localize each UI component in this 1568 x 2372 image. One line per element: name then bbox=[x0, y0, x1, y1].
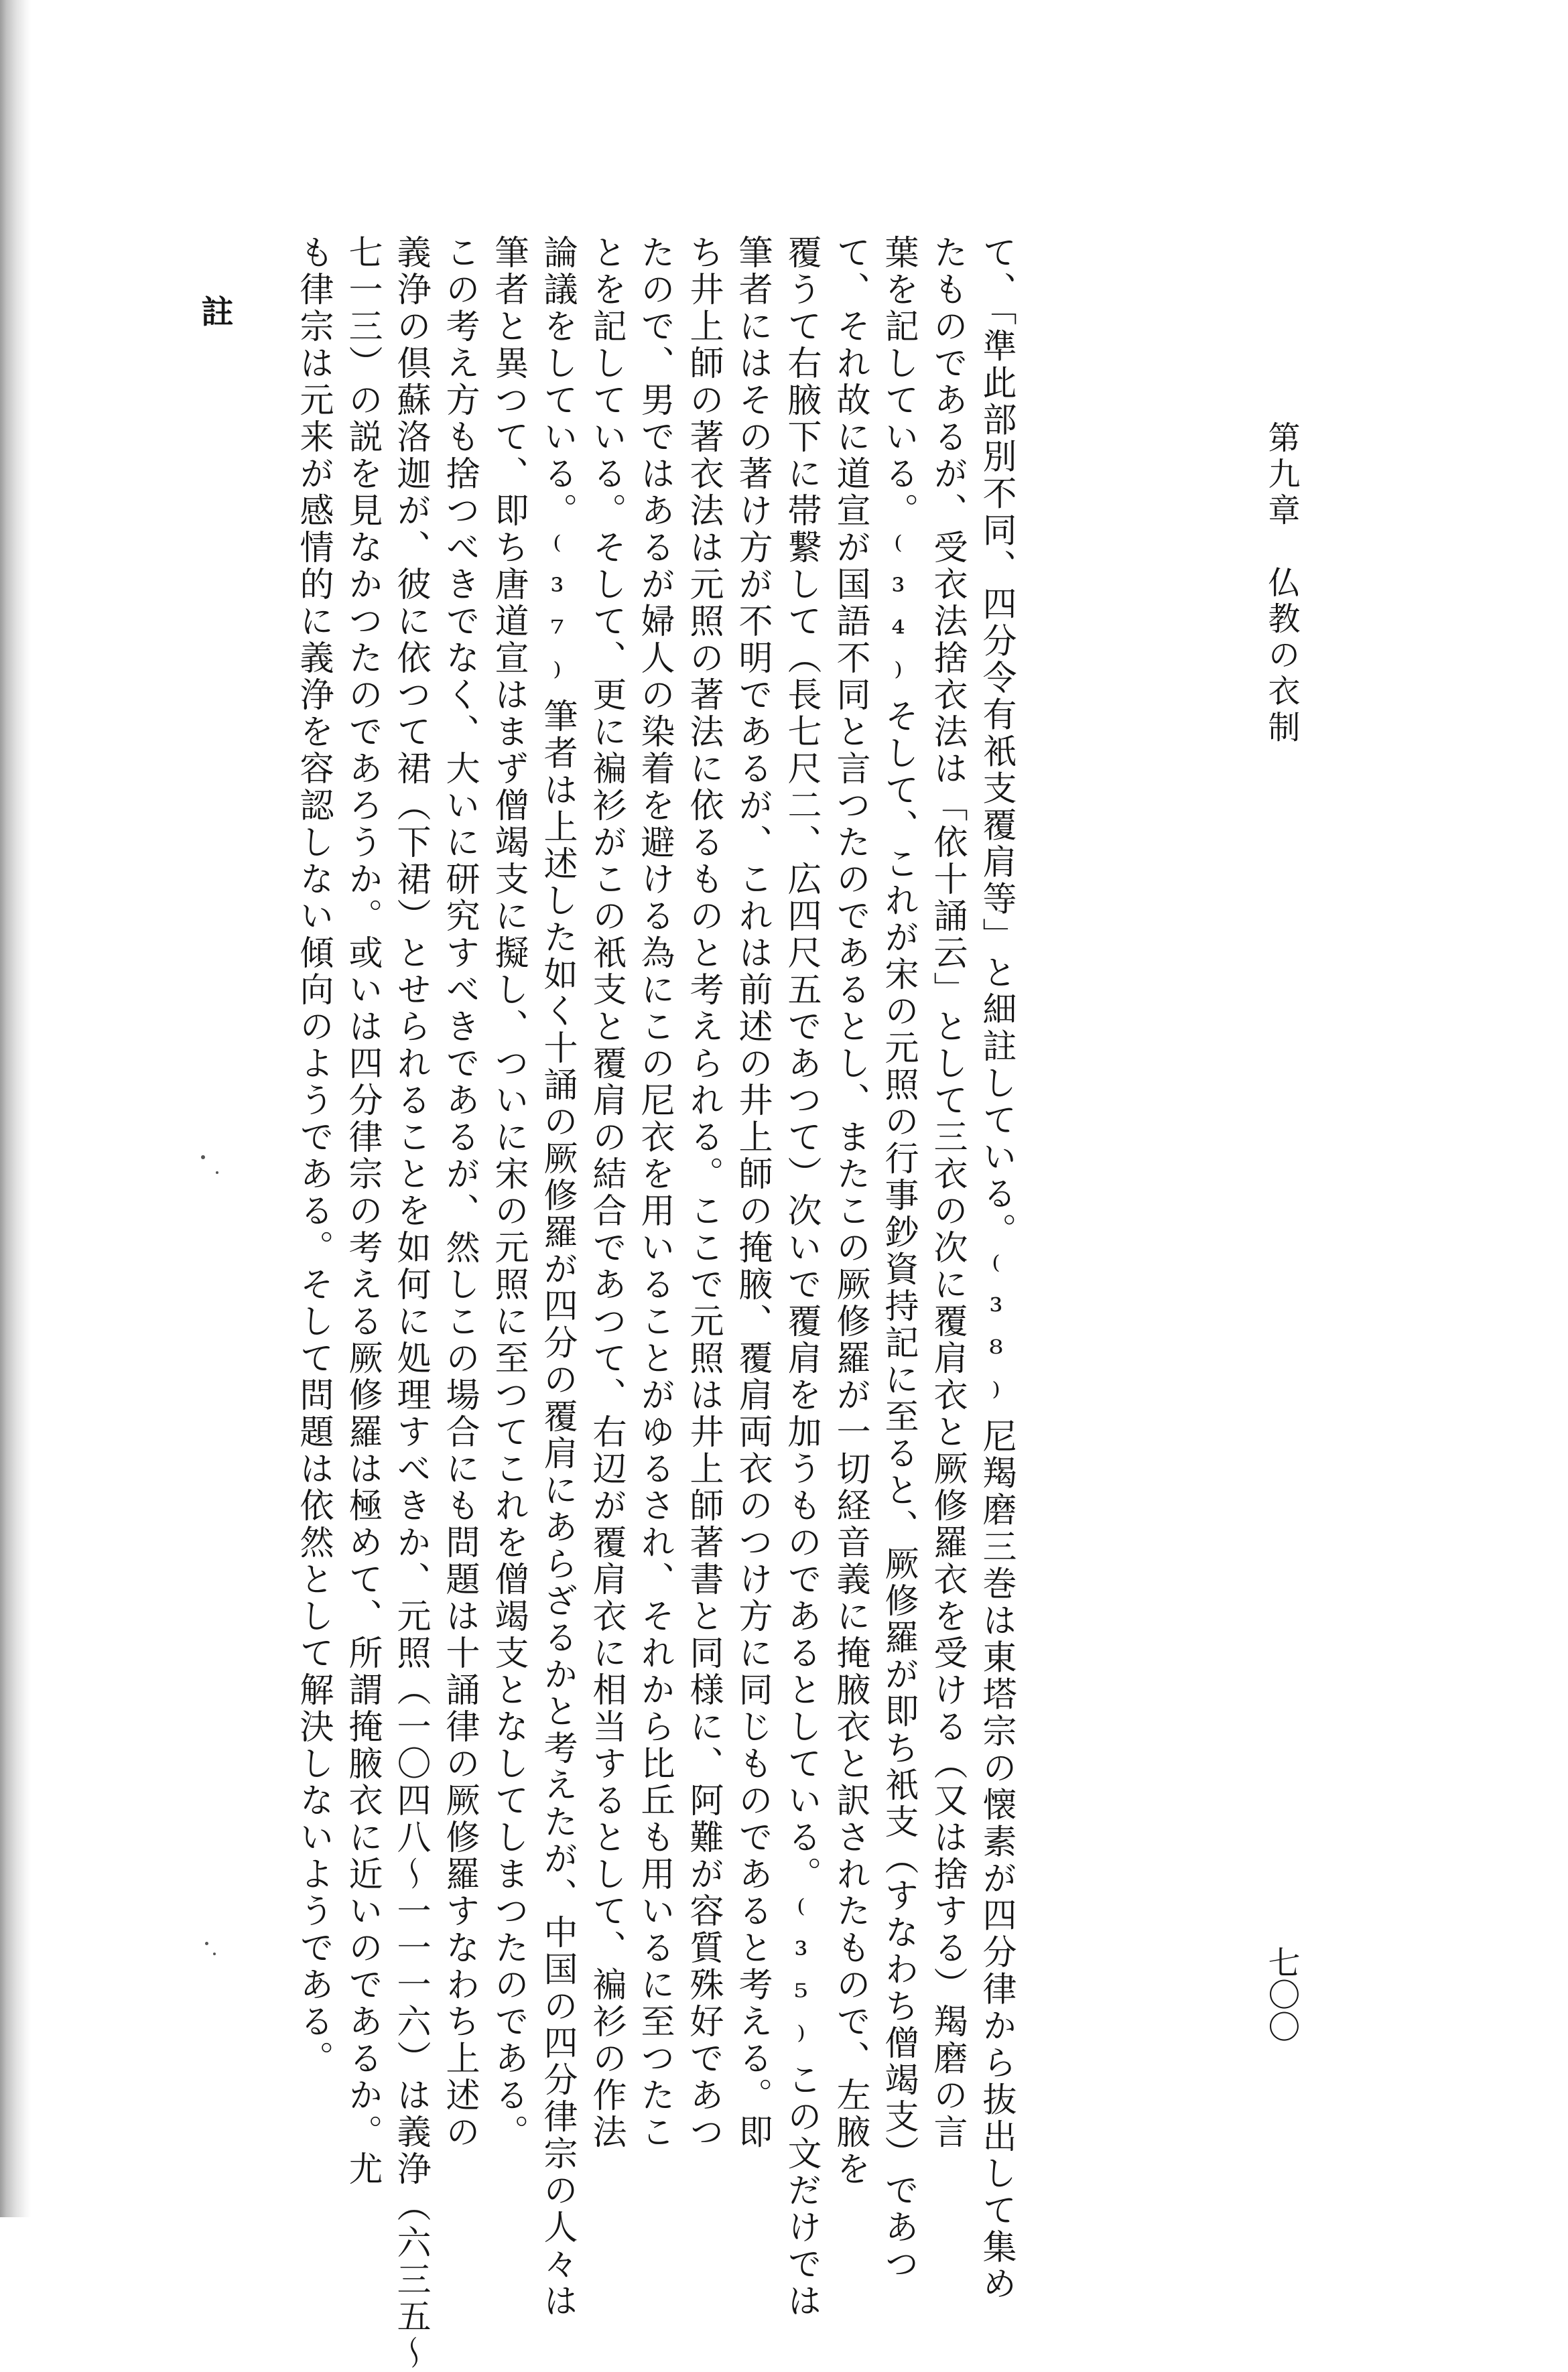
body-line: も律宗は元来が感情的に義浄を容認しない傾向のようである。そして問題は依然として解決しないようである。 bbox=[293, 235, 333, 2077]
body-line: 七一三）の説を見なかつたのであろうか。或いは四分律宗の考える厥修羅は極めて、所謂掩腋衣に近いのであるか。尤 bbox=[342, 235, 382, 2188]
body-line: 覆うて右腋下に帯繋して（長七尺二、広四尺五であつて）次いで覆肩を加うものであるとしている。⁽³⁵⁾この文だけでは bbox=[781, 235, 821, 2320]
body-line: 義浄の倶蘇洛迦が、彼に依つて裙（下裙）とせられることを如何に処理すべきか、元照（一〇四八〜一一一六）は義浄（六三五〜 bbox=[391, 235, 430, 2372]
body-line: ち井上師の著衣法は元照の著法に依るものと考えられる。ここで元照は井上師著書と同様に、阿難が容質殊好であつ bbox=[683, 235, 723, 2151]
body-line: 葉を記している。⁽³⁴⁾そして、これが宋の元照の行事鈔資持記に至ると、厥修羅が即ち衹支（すなわち僧竭支）であつ bbox=[878, 235, 918, 2283]
scan-shadow-edge bbox=[0, 0, 31, 2217]
body-line: て、それ故に道宣が国語不同と言つたのであるとし、またこの厥修羅が一切経音義に掩腋衣と訳されたもので、左腋を bbox=[830, 235, 870, 2188]
body-line: 論議をしている。⁽³⁷⁾筆者は上述した如く十誦の厥修羅が四分の覆肩にあらざるかと考えたが、中国の四分律宗の人々は bbox=[537, 235, 577, 2320]
body-line: たものであるが、受衣法捨衣法は「依十誦云」として三衣の次に覆肩衣と厥修羅衣を受ける（又は捨する）羯磨の言 bbox=[927, 235, 967, 2151]
body-line: 筆者にはその著け方が不明であるが、これは前述の井上師の掩腋、覆肩両衣のつけ方に同じものであると考える。即 bbox=[732, 235, 772, 2151]
scan-speck bbox=[201, 1155, 205, 1159]
notes-heading: 註 bbox=[196, 295, 233, 327]
scan-speck bbox=[216, 1171, 218, 1174]
body-line: て、「準此部別不同、四分令有衹支覆肩等」と細註している。⁽³⁸⁾尼羯磨三巻は東塔宗の懐素が四分律から抜出して集め bbox=[976, 235, 1016, 2303]
scan-speck bbox=[213, 1953, 216, 1955]
body-line: とを記している。そして、更に褊衫がこの衹支と覆肩の結合であつて、右辺が覆肩衣に相当するとして、褊衫の作法 bbox=[586, 235, 626, 2151]
body-line: この考え方も捨つべきでなく、大いに研究すべきであるが、然しこの場合にも問題は十誦律の厥修羅すなわち上述の bbox=[440, 235, 479, 2151]
page-number: 七〇〇 bbox=[1262, 1946, 1300, 2042]
scan-speck bbox=[205, 1942, 208, 1945]
running-head: 第九章 仏教の衣制 bbox=[1262, 421, 1300, 746]
body-line: たので、男ではあるが婦人の染着を避ける為にこの尼衣を用いることがゆるされ、それから比丘も用いるに至つたこ bbox=[635, 235, 674, 2151]
body-line: 筆者と異つて、即ち唐道宣はまず僧竭支に擬し、ついに宋の元照に至つてこれを僧竭支となしてしまつたのである。 bbox=[488, 235, 528, 2151]
